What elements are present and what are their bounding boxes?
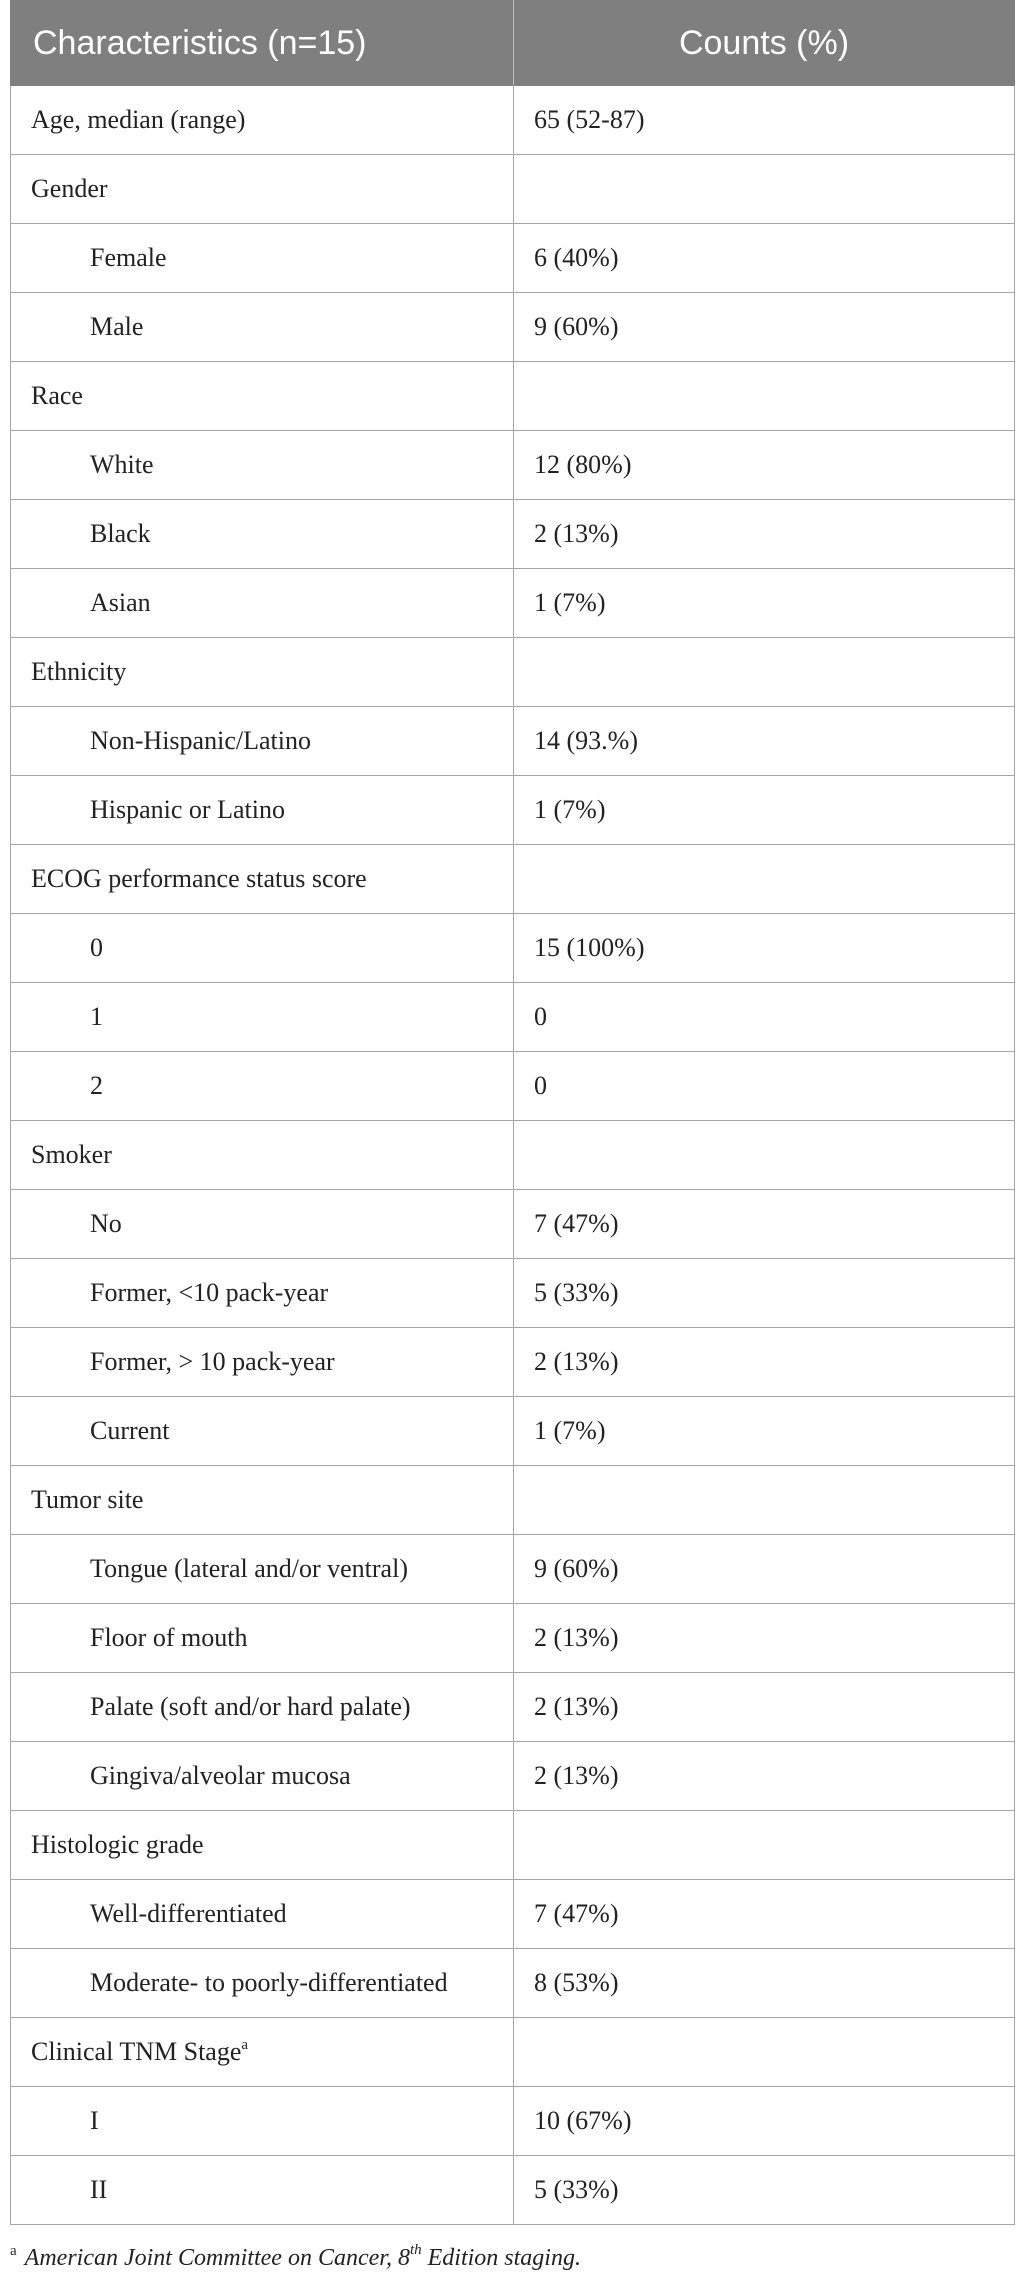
row-sublabel bbox=[11, 1673, 514, 1742]
row-category-label bbox=[11, 1811, 514, 1880]
row-sublabel bbox=[11, 1604, 514, 1673]
table-row bbox=[11, 1949, 1015, 2018]
row-count-value: 14 (93.%) bbox=[514, 707, 1015, 776]
row-label-text: Moderate- to poorly-differentiated bbox=[90, 1968, 448, 1997]
row-label-text: Well-differentiated bbox=[90, 1899, 287, 1928]
table-header-row bbox=[11, 1, 1015, 86]
row-count-value: 15 (100%) bbox=[514, 914, 1015, 983]
table-row bbox=[11, 86, 1015, 155]
table-row bbox=[11, 1811, 1015, 1880]
row-label-text: Race bbox=[31, 381, 83, 410]
row-sublabel bbox=[11, 983, 514, 1052]
row-sublabel bbox=[11, 1328, 514, 1397]
row-label-text: Former, > 10 pack-year bbox=[90, 1347, 335, 1376]
row-label-text: Palate (soft and/or hard palate) bbox=[90, 1692, 411, 1721]
row-count-value: 0 bbox=[514, 983, 1015, 1052]
row-count-value bbox=[514, 1121, 1015, 1190]
table-row bbox=[11, 2156, 1015, 2225]
row-count-value: 2 (13%) bbox=[514, 1742, 1015, 1811]
footnote-marker: a bbox=[10, 2243, 17, 2259]
row-category-label bbox=[11, 1121, 514, 1190]
footnote-ordinal-suffix: th bbox=[409, 2242, 422, 2258]
table-row bbox=[11, 1121, 1015, 1190]
row-category-label bbox=[11, 1466, 514, 1535]
table-row bbox=[11, 362, 1015, 431]
table-row bbox=[11, 983, 1015, 1052]
row-count-value bbox=[514, 362, 1015, 431]
table-footnote bbox=[10, 2242, 581, 2272]
characteristics-table-container bbox=[10, 0, 1014, 2225]
row-category-label bbox=[11, 155, 514, 224]
row-count-value bbox=[514, 845, 1015, 914]
row-sublabel bbox=[11, 1052, 514, 1121]
footnote-text-end: Edition staging. bbox=[421, 2245, 581, 2271]
row-count-value: 6 (40%) bbox=[514, 224, 1015, 293]
row-category-label bbox=[11, 86, 514, 155]
row-label-text: I bbox=[90, 2106, 99, 2135]
row-category-label bbox=[11, 638, 514, 707]
row-label-text: Non-Hispanic/Latino bbox=[90, 726, 311, 755]
row-category-label bbox=[11, 2018, 514, 2087]
row-count-value: 5 (33%) bbox=[514, 2156, 1015, 2225]
row-label-text: White bbox=[90, 450, 154, 479]
row-count-value bbox=[514, 638, 1015, 707]
row-count-value: 10 (67%) bbox=[514, 2087, 1015, 2156]
row-label-text: Former, <10 pack-year bbox=[90, 1278, 329, 1307]
table-row bbox=[11, 569, 1015, 638]
table-row bbox=[11, 1397, 1015, 1466]
row-sublabel bbox=[11, 1190, 514, 1259]
row-count-value: 7 (47%) bbox=[514, 1190, 1015, 1259]
row-count-value: 2 (13%) bbox=[514, 1328, 1015, 1397]
row-sublabel bbox=[11, 1742, 514, 1811]
row-label-text: Tumor site bbox=[31, 1485, 144, 1514]
row-count-value bbox=[514, 1466, 1015, 1535]
row-sublabel bbox=[11, 776, 514, 845]
row-label-text: 1 bbox=[90, 1002, 103, 1031]
row-count-value: 1 (7%) bbox=[514, 1397, 1015, 1466]
table-row bbox=[11, 1880, 1015, 1949]
row-sublabel bbox=[11, 569, 514, 638]
row-sublabel bbox=[11, 224, 514, 293]
row-label-text: Asian bbox=[90, 588, 151, 617]
row-count-value: 2 (13%) bbox=[514, 500, 1015, 569]
row-count-value bbox=[514, 2018, 1015, 2087]
table-row bbox=[11, 914, 1015, 983]
row-label-text: 0 bbox=[90, 933, 103, 962]
row-sublabel bbox=[11, 1397, 514, 1466]
row-count-value: 1 (7%) bbox=[514, 569, 1015, 638]
table-body bbox=[11, 86, 1015, 2225]
row-label-text: Black bbox=[90, 519, 151, 548]
row-label-text: Ethnicity bbox=[31, 657, 127, 686]
table-row bbox=[11, 431, 1015, 500]
table-row bbox=[11, 1535, 1015, 1604]
row-sublabel bbox=[11, 500, 514, 569]
table-row bbox=[11, 845, 1015, 914]
footnote-reference: a bbox=[241, 2037, 249, 2053]
row-sublabel bbox=[11, 293, 514, 362]
row-sublabel bbox=[11, 1880, 514, 1949]
row-count-value: 2 (13%) bbox=[514, 1673, 1015, 1742]
row-category-label bbox=[11, 362, 514, 431]
table-row bbox=[11, 1604, 1015, 1673]
table-row bbox=[11, 1328, 1015, 1397]
table-row bbox=[11, 1742, 1015, 1811]
table-row bbox=[11, 2087, 1015, 2156]
row-count-value: 8 (53%) bbox=[514, 1949, 1015, 2018]
row-label-text: Male bbox=[90, 312, 144, 341]
row-count-value: 5 (33%) bbox=[514, 1259, 1015, 1328]
row-category-label bbox=[11, 845, 514, 914]
row-label-text: No bbox=[90, 1209, 122, 1238]
footnote-text-start: American Joint Committee on Cancer, 8 bbox=[24, 2245, 410, 2271]
row-sublabel bbox=[11, 1949, 514, 2018]
table-row bbox=[11, 707, 1015, 776]
table-row bbox=[11, 638, 1015, 707]
table-row bbox=[11, 224, 1015, 293]
column-header-characteristics: Characteristics (n=15) bbox=[11, 1, 514, 86]
table-row bbox=[11, 2018, 1015, 2087]
row-count-value: 1 (7%) bbox=[514, 776, 1015, 845]
table-row bbox=[11, 776, 1015, 845]
table-row bbox=[11, 1259, 1015, 1328]
table-row bbox=[11, 1190, 1015, 1259]
row-sublabel bbox=[11, 2156, 514, 2225]
characteristics-table bbox=[10, 0, 1015, 2225]
row-count-value: 9 (60%) bbox=[514, 293, 1015, 362]
row-label-text: Current bbox=[90, 1416, 170, 1445]
row-sublabel bbox=[11, 431, 514, 500]
row-label-text: Female bbox=[90, 243, 167, 272]
row-label-text: Tongue (lateral and/or ventral) bbox=[90, 1554, 408, 1583]
row-label-text: Hispanic or Latino bbox=[90, 795, 285, 824]
row-label-text: Gingiva/alveolar mucosa bbox=[90, 1761, 351, 1790]
row-label-text: Histologic grade bbox=[31, 1830, 204, 1859]
table-row bbox=[11, 155, 1015, 224]
row-count-value: 12 (80%) bbox=[514, 431, 1015, 500]
table-row bbox=[11, 293, 1015, 362]
row-count-value: 9 (60%) bbox=[514, 1535, 1015, 1604]
table-row bbox=[11, 1673, 1015, 1742]
row-sublabel bbox=[11, 2087, 514, 2156]
row-sublabel bbox=[11, 914, 514, 983]
row-label-text: Clinical TNM Stage bbox=[31, 2037, 242, 2066]
table-row bbox=[11, 500, 1015, 569]
row-label-text: ECOG performance status score bbox=[31, 864, 367, 893]
row-count-value: 7 (47%) bbox=[514, 1880, 1015, 1949]
table-row bbox=[11, 1466, 1015, 1535]
row-sublabel bbox=[11, 1535, 514, 1604]
table-row bbox=[11, 1052, 1015, 1121]
row-label-text: Age, median (range) bbox=[31, 105, 246, 134]
row-count-value: 65 (52-87) bbox=[514, 86, 1015, 155]
row-count-value bbox=[514, 155, 1015, 224]
row-label-text: Floor of mouth bbox=[90, 1623, 248, 1652]
row-label-text: Smoker bbox=[31, 1140, 112, 1169]
row-label-text: Gender bbox=[31, 174, 108, 203]
row-count-value: 2 (13%) bbox=[514, 1604, 1015, 1673]
row-count-value: 0 bbox=[514, 1052, 1015, 1121]
row-count-value bbox=[514, 1811, 1015, 1880]
row-label-text: 2 bbox=[90, 1071, 103, 1100]
row-label-text: II bbox=[90, 2175, 108, 2204]
column-header-counts: Counts (%) bbox=[514, 1, 1015, 86]
row-sublabel bbox=[11, 1259, 514, 1328]
row-sublabel bbox=[11, 707, 514, 776]
